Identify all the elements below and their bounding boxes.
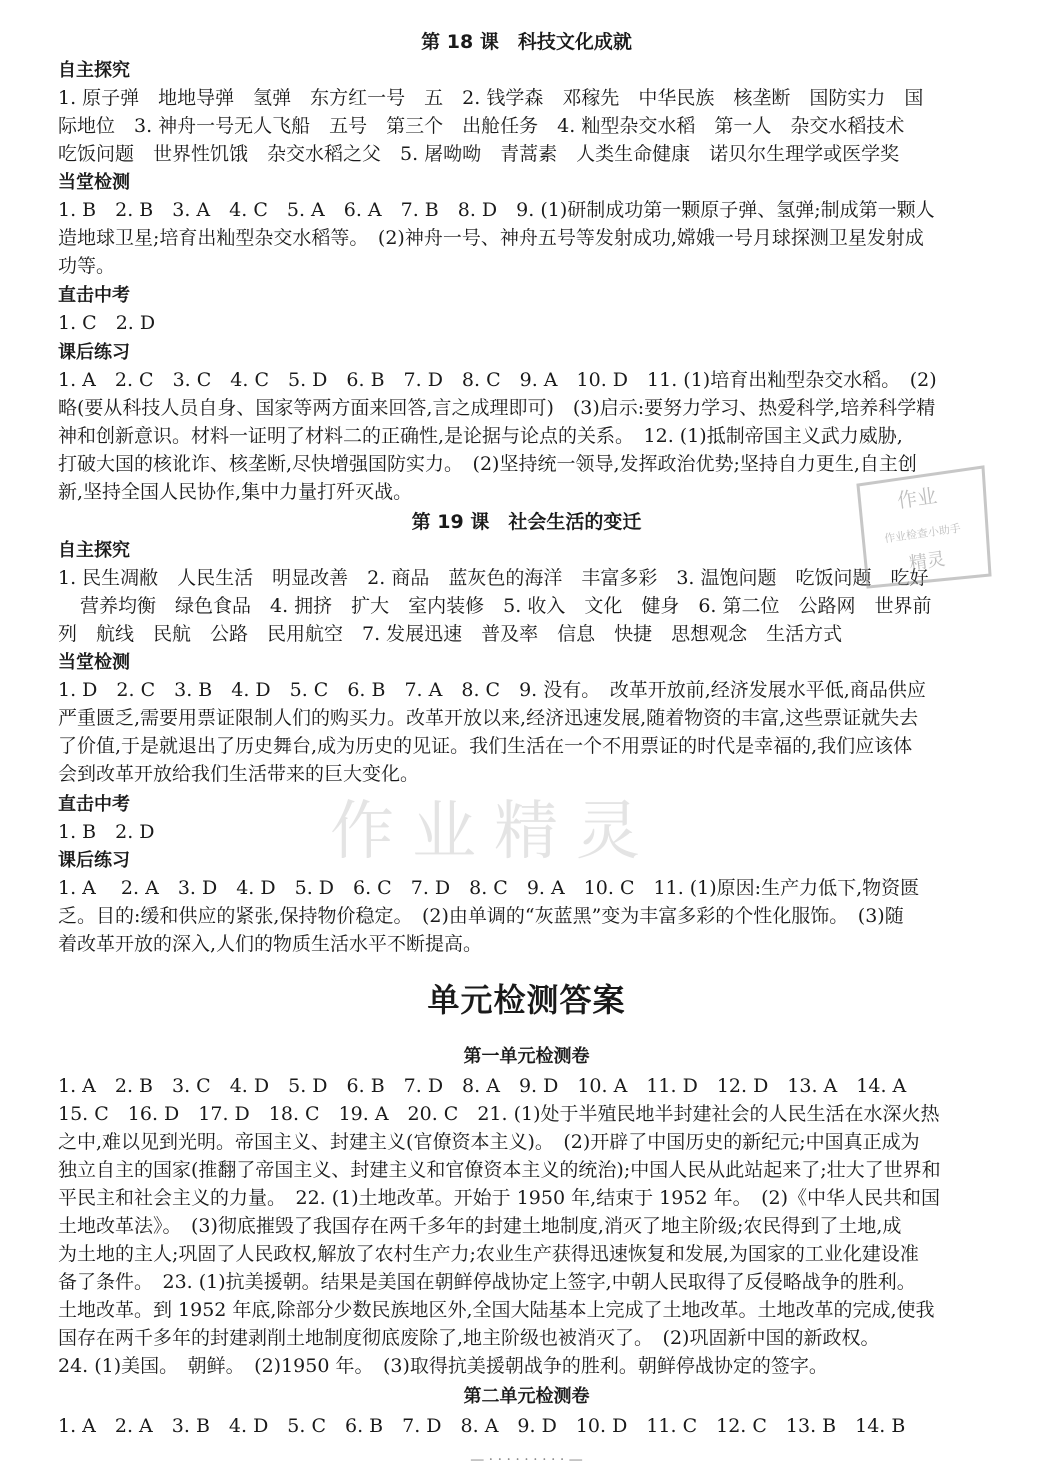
watermark: 作业精灵 <box>330 795 658 869</box>
lesson18-practice-line: 新,坚持全国人民协作,集中力量打歼灭战。 <box>58 481 413 503</box>
stamp-logo <box>848 455 998 595</box>
unit1-line: 1. A 2. B 3. C 4. D 5. D 6. B 7. D 8. A 9. D 10. A 11. D 12. D 13. A 14. A <box>58 1075 907 1097</box>
lesson18-class-test-line: 功等。 <box>58 255 116 277</box>
stamp-line1: 作业 <box>895 483 939 513</box>
lesson18-exam-line: 1. C 2. D <box>58 312 156 334</box>
lesson18-self-study-line: 吃饭问题 世界性饥饿 杂交水稻之父 5. 屠呦呦 青蒿素 人类生命健康 诺贝尔生理学或医学奖 <box>58 143 900 165</box>
lesson19-title: 第 19 课 社会生活的变迁 <box>411 511 642 533</box>
lesson19-heading-class-test: 当堂检测 <box>58 652 130 673</box>
lesson19-class-test-line: 严重匮乏,需要用票证限制人们的购买力。改革开放以来,经济迅速发展,随着物资的丰富,这些票证就失去 <box>58 707 919 729</box>
lesson18-heading-self-study: 自主探究 <box>58 60 130 81</box>
lesson18-class-test-line: 造地球卫星;培育出籼型杂交水稻等。 (2)神舟一号、神舟五号等发射成功,嫦娥一号月球探测卫星发射成 <box>58 227 924 249</box>
lesson19-self-study-line: 1. 民生凋敝 人民生活 明显改善 2. 商品 蓝灰色的海洋 丰富多彩 3. 温饱问题 吃饭问题 吃好 <box>58 567 929 589</box>
lesson18-self-study-line: 1. 原子弹 地地导弹 氢弹 东方红一号 五 2. 钱学森 邓稼先 中华民族 核垄断 国防实力 国 <box>58 87 924 109</box>
lesson19-self-study-line: 列 航线 民航 公路 民用航空 7. 发展迅速 普及率 信息 快捷 思想观念 生活方式 <box>58 623 843 645</box>
stamp-line3: 精灵 <box>907 548 947 575</box>
lesson18-class-test-line: 1. B 2. B 3. A 4. C 5. A 6. A 7. B 8. D 9. (1)研制成功第一颗原子弹、氢弹;制成第一颗人 <box>58 199 935 221</box>
unit1-line: 为土地的主人;巩固了人民政权,解放了农村生产力;农业生产获得迅速恢复和发展,为国家的工业化建设准 <box>58 1243 919 1265</box>
lesson19-heading-self-study: 自主探究 <box>58 540 130 561</box>
unit1-line: 15. C 16. D 17. D 18. C 19. A 20. C 21. (1)处于半殖民地半封建社会的人民生活在水深火热 <box>58 1103 940 1125</box>
unit2-title: 第二单元检测卷 <box>463 1386 590 1407</box>
lesson18-practice-line: 打破大国的核讹诈、核垄断,尽快增强国防实力。 (2)坚持统一领导,发挥政治优势;坚持自力更生,自主创 <box>58 453 917 475</box>
lesson19-class-test-line: 1. D 2. C 3. B 4. D 5. C 6. B 7. A 8. C 9. 没有。 改革开放前,经济发展水平低,商品供应 <box>58 679 926 701</box>
lesson18-heading-class-test: 当堂检测 <box>58 172 130 193</box>
lesson18-heading-exam: 直击中考 <box>58 285 130 306</box>
unit-answers-title: 单元检测答案 <box>427 981 626 1019</box>
lesson19-class-test-line: 会到改革开放给我们生活带来的巨大变化。 <box>58 763 420 785</box>
unit1-line: 之中,难以见到光明。帝国主义、封建主义(官僚资本主义)。 (2)开辟了中国历史的新纪元;中国真正成为 <box>58 1131 920 1153</box>
lesson18-practice-line: 1. A 2. C 3. C 4. C 5. D 6. B 7. D 8. C 9. A 10. D 11. (1)培育出籼型杂交水稻。 (2) <box>58 369 937 391</box>
lesson19-heading-practice: 课后练习 <box>58 850 130 871</box>
page-footer: — · · · · · · · · · — <box>470 1452 583 1468</box>
unit1-line: 平民主和社会主义的力量。 22. (1)土地改革。开始于 1950 年,结束于 1952 年。 (2)《中华人民共和国 <box>58 1187 940 1209</box>
lesson19-practice-line: 1. A 2. A 3. D 4. D 5. D 6. C 7. D 8. C 9. A 10. C 11. (1)原因:生产力低下,物资匮 <box>58 877 920 899</box>
lesson19-heading-exam: 直击中考 <box>58 794 130 815</box>
unit1-title: 第一单元检测卷 <box>463 1046 590 1067</box>
lesson18-practice-line: 神和创新意识。材料一证明了材料二的正确性,是论据与论点的关系。 12. (1)抵制帝国主义武力威胁, <box>58 425 903 447</box>
unit1-line: 24. (1)美国。 朝鲜。 (2)1950 年。 (3)取得抗美援朝战争的胜利。朝鲜停战协定的签字。 <box>58 1355 828 1377</box>
lesson18-self-study-line: 际地位 3. 神舟一号无人飞船 五号 第三个 出舱任务 4. 籼型杂交水稻 第一人 杂交水稻技术 <box>58 115 905 137</box>
lesson18-practice-line: 略(要从科技人员自身、国家等两方面来回答,言之成理即可) (3)启示:要努力学习、热爱科学,培养科学精 <box>58 397 936 419</box>
lesson19-self-study-line: 营养均衡 绿色食品 4. 拥挤 扩大 室内装修 5. 收入 文化 健身 6. 第二位 公路网 世界前 <box>80 595 932 617</box>
lesson19-exam-line: 1. B 2. D <box>58 821 155 843</box>
unit1-line: 土地改革法》。 (3)彻底摧毁了我国存在两千多年的封建土地制度,消灭了地主阶级;农民得到了土地,成 <box>58 1215 902 1237</box>
lesson19-practice-line: 着改革开放的深入,人们的物质生活水平不断提高。 <box>58 933 483 955</box>
unit1-line: 独立自主的国家(推翻了帝国主义、封建主义和官僚资本主义的统治);中国人民从此站起来了;壮大了世界和 <box>58 1159 941 1181</box>
lesson18-title: 第 18 课 科技文化成就 <box>421 31 632 53</box>
lesson18-heading-practice: 课后练习 <box>58 342 130 363</box>
unit1-line: 国存在两千多年的封建剥削土地制度彻底废除了,地主阶级也被消灭了。 (2)巩固新中国的新政权。 <box>58 1327 880 1349</box>
stamp-line2: 作业检查小助手 <box>883 521 962 546</box>
unit2-line: 1. A 2. A 3. B 4. D 5. C 6. B 7. D 8. A 9. D 10. D 11. C 12. C 13. B 14. B <box>58 1415 906 1437</box>
unit1-line: 备了条件。 23. (1)抗美援朝。结果是美国在朝鲜停战协定上签字,中朝人民取得了反侵略战争的胜利。 <box>58 1271 916 1293</box>
lesson19-class-test-line: 了价值,于是就退出了历史舞台,成为历史的见证。我们生活在一个不用票证的时代是幸福的,我们应该体 <box>58 735 913 757</box>
unit1-line: 土地改革。到 1952 年底,除部分少数民族地区外,全国大陆基本上完成了土地改革。土地改革的完成,使我 <box>58 1299 935 1321</box>
lesson19-practice-line: 乏。目的:缓和供应的紧张,保持物价稳定。 (2)由单调的“灰蓝黑”变为丰富多彩的个性化服饰。 (3)随 <box>58 905 904 927</box>
